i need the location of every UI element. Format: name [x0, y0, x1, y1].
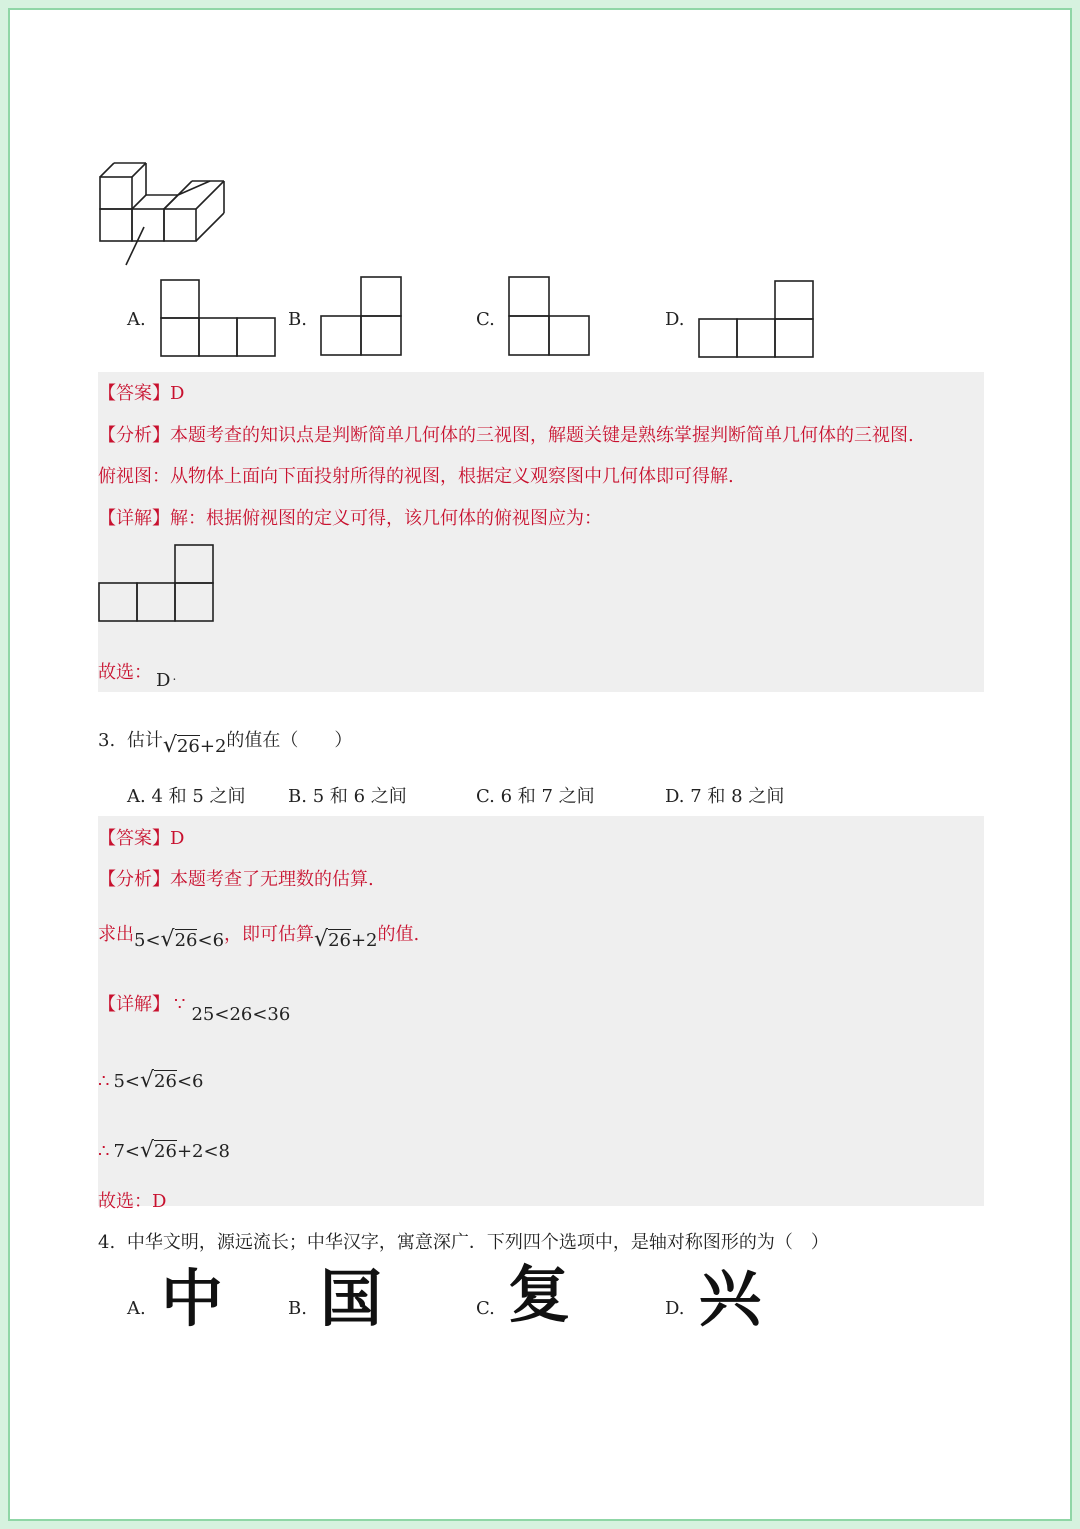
q3-step3: 7<√26+2<8 — [113, 1138, 231, 1163]
q3-analysis — [98, 865, 374, 891]
q2-detail — [98, 504, 602, 530]
q4-option-a-char: 中 — [161, 1262, 224, 1335]
q3-stem-radicand: 26 — [176, 736, 200, 757]
q2-option-c-figure[interactable] — [508, 276, 592, 356]
q4-option-a-letter: A. — [127, 1298, 146, 1319]
q3-stem-tail: +2 — [199, 736, 227, 757]
q3-step2-radicand: 26 — [154, 1071, 177, 1092]
q3-step2-left: 5< — [113, 1071, 140, 1092]
q2-answer-label: 【答案】 — [98, 383, 170, 404]
q3-step2-line — [98, 1068, 203, 1093]
q3-step3-radicand: 26 — [154, 1141, 177, 1162]
q3-number: 3. — [98, 730, 116, 751]
q3-answer-label: 【答案】 — [98, 828, 170, 849]
q3-detail-line — [98, 990, 291, 1025]
q3-find-right: <6 — [197, 930, 225, 951]
q2-answer — [98, 379, 184, 405]
q3-stem-pre: 估计 — [126, 730, 163, 751]
q3-analysis-text: 本题考查了无理数的估算. — [170, 869, 374, 890]
q2-analysis-text1: 本题考查的知识点是判断简单几何体的三视图，解题关键是熟练掌握判断简单几何体的三视图. — [170, 425, 914, 446]
q3-conclusion-value: D — [152, 1191, 167, 1212]
q2-conclusion — [98, 658, 177, 691]
q4-option-b-letter: B. — [288, 1298, 307, 1319]
q2-option-a-label[interactable]: A. — [127, 309, 146, 330]
q3-stem-post: 的值在（ ） — [226, 730, 353, 751]
q4-option-c-letter: C. — [476, 1298, 495, 1319]
q2-detail-label: 【详解】 — [98, 508, 170, 529]
q3-step2-right: <6 — [176, 1071, 204, 1092]
q3-option-a-text: 4 和 5 之间 — [151, 786, 246, 807]
q2-conclusion-dot: . — [172, 669, 177, 683]
q4-option-c-char: 复 — [508, 1258, 571, 1331]
q4-option-d-letter: D. — [665, 1298, 685, 1319]
q3-step2: 5<√26<6 — [113, 1068, 204, 1093]
q3-option-c[interactable] — [476, 782, 595, 808]
q2-option-a-figure[interactable] — [160, 279, 278, 357]
q3-answer — [98, 824, 184, 850]
q2-detail-text: 解：根据俯视图的定义可得，该几何体的俯视图应为： — [170, 508, 602, 529]
q3-step1: 25<26<36 — [191, 1004, 291, 1025]
q3-option-d[interactable] — [665, 782, 784, 808]
q3-option-b-letter: B. — [288, 786, 307, 807]
q3-find-radicand: 26 — [174, 930, 198, 951]
q4-option-d-char: 兴 — [699, 1262, 762, 1335]
q4-option-b-char: 国 — [320, 1262, 383, 1335]
q3-find-tail2: +2 — [350, 930, 378, 951]
q3-stem — [98, 726, 353, 758]
solid-figure — [98, 155, 248, 275]
because-symbol: ∵ — [174, 994, 186, 1015]
q3-option-d-text: 7 和 8 之间 — [690, 786, 785, 807]
q3-option-b[interactable] — [288, 782, 407, 808]
q3-step3-right: +2<8 — [176, 1141, 231, 1162]
q2-option-c-label[interactable]: C. — [476, 309, 495, 330]
q2-conclusion-value: D — [156, 670, 171, 691]
q4-stem-text: 中华文明，源远流长；中华汉字，寓意深广．下列四个选项中，是轴对称图形的为（ ） — [126, 1232, 829, 1253]
q3-stem-expression: √26+2 — [162, 733, 227, 758]
q2-analysis-label: 【分析】 — [98, 425, 170, 446]
q3-find-pre: 求出 — [98, 924, 134, 945]
q3-find-expression: √26+2 — [314, 927, 378, 952]
q3-find-mid: ，即可估算 — [224, 924, 315, 945]
q3-option-a[interactable] — [127, 782, 246, 808]
q2-option-d-figure[interactable] — [698, 280, 816, 358]
q3-option-a-letter: A. — [127, 786, 146, 807]
q4-number: 4. — [98, 1232, 116, 1253]
page — [8, 8, 1072, 1521]
q3-conclusion — [98, 1187, 166, 1213]
q3-detail-label: 【详解】 — [98, 994, 170, 1015]
q3-option-c-text: 6 和 7 之间 — [500, 786, 595, 807]
q2-analysis-line2: 俯视图：从物体上面向下面投射所得的视图，根据定义观察图中几何体即可得解. — [98, 466, 734, 487]
q4-stem — [98, 1228, 829, 1254]
q3-answer-value: D — [170, 828, 185, 849]
q2-option-d-label[interactable]: D. — [665, 309, 685, 330]
q3-find-left: 5< — [134, 930, 161, 951]
q2-analysis-line1 — [98, 421, 914, 447]
q3-analysis-label: 【分析】 — [98, 869, 170, 890]
q3-step3-line — [98, 1138, 230, 1163]
q3-find-line — [98, 920, 420, 952]
q2-top-view-figure — [98, 544, 218, 622]
therefore-symbol: ∴ — [98, 1071, 110, 1092]
q2-solution-panel — [98, 372, 984, 692]
therefore-symbol-2: ∴ — [98, 1141, 110, 1162]
q2-conclusion-label: 故选： — [98, 662, 152, 683]
q3-option-b-text: 5 和 6 之间 — [312, 786, 407, 807]
q3-step3-left: 7< — [113, 1141, 140, 1162]
q3-find-radicand2: 26 — [328, 930, 351, 951]
q2-option-b-figure[interactable] — [320, 276, 404, 356]
q3-option-c-letter: C. — [476, 786, 495, 807]
q2-option-b-label[interactable]: B. — [288, 309, 307, 330]
q2-answer-value: D — [170, 383, 185, 404]
q3-find-post: 的值. — [377, 924, 420, 945]
q3-conclusion-label: 故选： — [98, 1191, 152, 1212]
q3-option-d-letter: D. — [665, 786, 685, 807]
q3-find-inequality: 5<√26<6 — [134, 927, 225, 952]
